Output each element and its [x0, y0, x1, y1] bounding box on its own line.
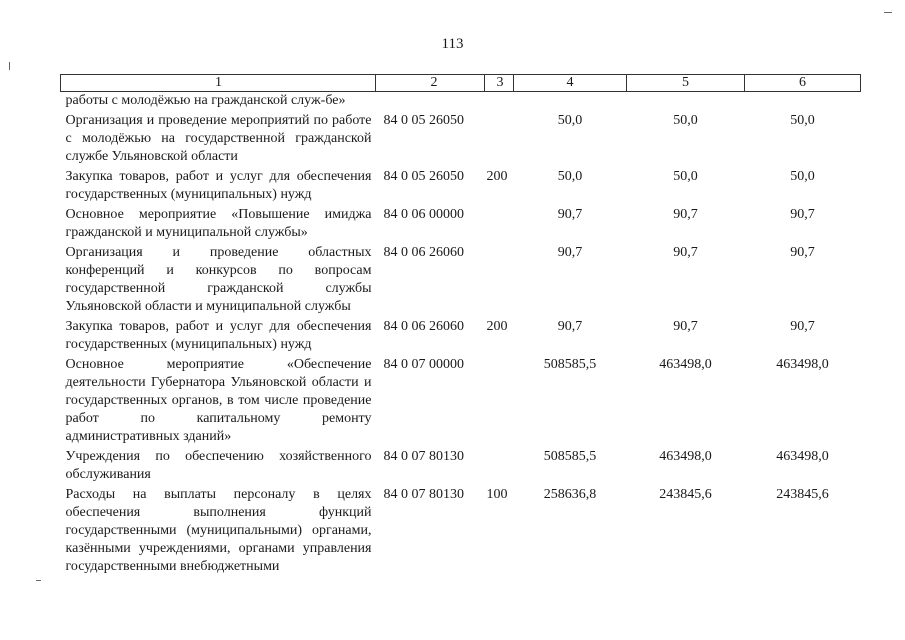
table-row [61, 356, 861, 448]
row-type [485, 112, 514, 168]
scan-mark-left [9, 62, 10, 70]
table-header-row [61, 75, 861, 92]
table-row [61, 448, 861, 486]
row-name: Расходы на выплаты персоналу в целях обеспечения выполнения функций государственными (муниципальными) органами, казёнными учреждениями, органами управления государственными внебюджетными [65, 487, 372, 574]
row-name: Организация и проведение областных конференций и конкурсов по вопросам государственной гражданской службы Ульяновской области и муниципальной службы [65, 245, 372, 314]
row-value-4: 508585,5 [543, 357, 597, 372]
table-row [61, 318, 861, 356]
row-name: Основное мероприятие «Повышение имиджа гражданской и муниципальной службы» [65, 207, 372, 240]
table-row [61, 92, 861, 113]
column-header: 5 [627, 75, 745, 92]
row-name: Закупка товаров, работ и услуг для обеспечения государственных (муниципальных) нужд [65, 169, 372, 202]
row-name: Организация и проведение мероприятий по работе с молодёжью на государственной гражданской службе Ульяновской области [65, 113, 372, 164]
row-value-4: 508585,5 [543, 449, 597, 464]
scan-mark-corner [884, 12, 892, 13]
table-row [61, 112, 861, 168]
row-value-4: 50,0 [557, 113, 583, 128]
row-value-6: 50,0 [790, 169, 815, 184]
row-type: 200 [486, 319, 508, 334]
row-value-5: 90,7 [673, 207, 698, 222]
row-code: 84 0 05 26050 [383, 169, 464, 184]
row-type: 100 [486, 487, 508, 502]
row-code: 84 0 06 26060 [383, 319, 464, 334]
column-header: 2 [376, 75, 485, 92]
row-type [485, 448, 514, 486]
table-row [61, 168, 861, 206]
column-header: 6 [745, 75, 861, 92]
row-type: 200 [486, 169, 508, 184]
row-value-5: 90,7 [673, 245, 698, 260]
page-number: 113 [441, 36, 464, 52]
table-row [61, 244, 861, 318]
row-type [485, 92, 514, 113]
column-header: 1 [61, 75, 376, 92]
row-value-6: 243845,6 [776, 487, 829, 502]
row-value-5: 90,7 [673, 319, 698, 334]
row-code: 84 0 06 00000 [383, 207, 464, 222]
row-code: 84 0 07 80130 [383, 449, 464, 464]
row-type [485, 206, 514, 244]
row-value-4: 90,7 [557, 207, 583, 222]
row-value-6: 90,7 [790, 319, 815, 334]
row-value-4: 90,7 [557, 319, 583, 334]
row-name: Основное мероприятие «Обеспечение деятельности Губернатора Ульяновской области и государственных органов, в том числе проведение работ по капитальному ремонту административных зданий» [65, 357, 372, 444]
row-value-5: 50,0 [673, 169, 698, 184]
row-value-6: 90,7 [790, 207, 815, 222]
row-value-5 [627, 92, 745, 113]
row-code: 84 0 06 26060 [383, 245, 464, 260]
row-value-6: 50,0 [790, 113, 815, 128]
row-value-4: 90,7 [557, 245, 583, 260]
row-value-4: 50,0 [557, 169, 583, 184]
scan-mark-bottom-left [36, 580, 41, 581]
row-value-6: 463498,0 [776, 449, 829, 464]
row-code: 84 0 07 00000 [383, 357, 464, 372]
column-header: 3 [485, 75, 514, 92]
row-value-5: 243845,6 [659, 487, 712, 502]
row-code: 84 0 07 80130 [383, 487, 464, 502]
row-value-5: 463498,0 [659, 449, 712, 464]
row-name: работы с молодёжью на гражданской служ-бе» [65, 93, 346, 108]
row-value-4: 258636,8 [543, 487, 597, 502]
row-type [485, 356, 514, 448]
row-value-6 [745, 92, 861, 113]
row-value-6: 463498,0 [776, 357, 829, 372]
budget-table [60, 74, 861, 578]
column-header: 4 [514, 75, 627, 92]
table-row [61, 206, 861, 244]
row-type [485, 244, 514, 318]
row-code: 84 0 05 26050 [383, 113, 464, 128]
row-value-6: 90,7 [790, 245, 815, 260]
row-value-4 [514, 92, 627, 113]
table-row [61, 486, 861, 578]
row-code [376, 92, 485, 113]
row-value-5: 50,0 [673, 113, 698, 128]
row-name: Закупка товаров, работ и услуг для обеспечения государственных (муниципальных) нужд [65, 319, 372, 352]
row-value-5: 463498,0 [659, 357, 712, 372]
row-name: Учреждения по обеспечению хозяйственного обслуживания [65, 449, 372, 482]
